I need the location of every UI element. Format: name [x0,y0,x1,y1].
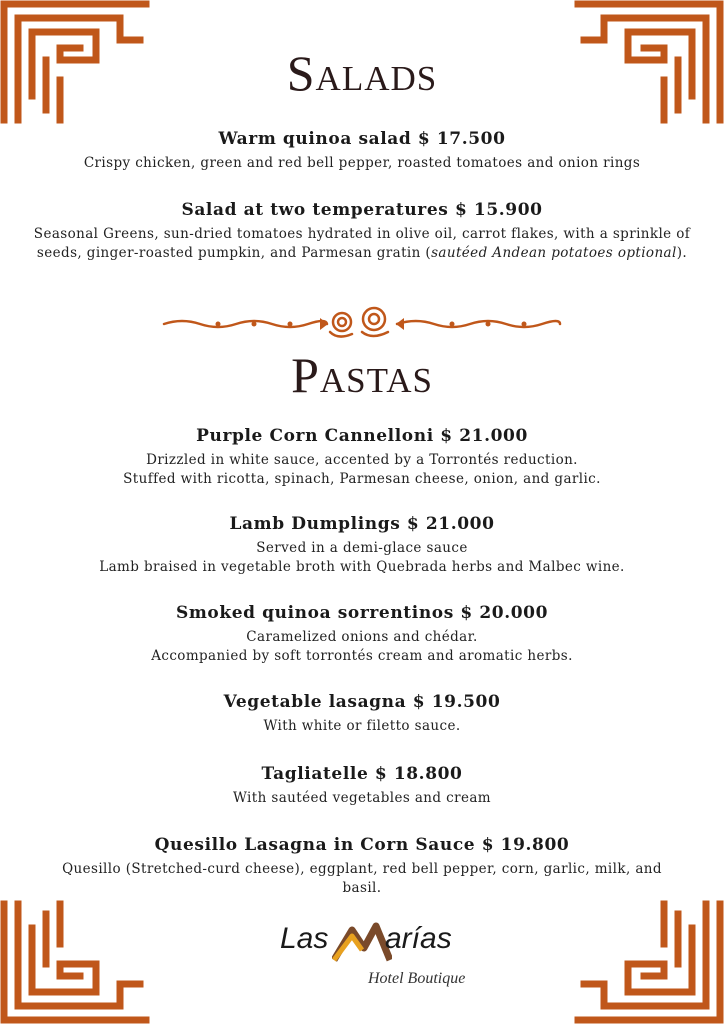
item-name: Quesillo Lasagna in Corn Sauce $ 19.800 [154,835,570,855]
menu-item-tagliatelle [20,763,704,808]
desc-text: ). [676,245,688,261]
item-description-line: Stuffed with ricotta, spinach, Parmesan cheese, onion, and garlic. [123,471,601,487]
menu-item-lamb-dumplings [20,513,704,577]
item-description: With sautéed vegetables and cream [233,790,491,806]
item-description [20,628,704,666]
logo-text: arías [385,922,452,955]
hotel-logo [280,918,480,1000]
item-name: Warm quinoa salad $ 17.500 [218,129,506,149]
menu-item-vegetable-lasagna [20,691,704,736]
item-description-line: Seasonal Greens, sun-dried tomatoes hydrated in olive oil, carrot flakes, with a sprinkle of [33,226,691,242]
item-description [20,539,704,577]
item-description-line: Accompanied by soft torrontés cream and aromatic herbs. [151,648,573,664]
item-description [20,860,704,898]
menu-item-purple-corn-cannelloni [20,425,704,489]
item-name: Salad at two temperatures $ 15.900 [181,200,543,220]
item-name: Smoked quinoa sorrentinos $ 20.000 [175,603,549,623]
item-description: Crispy chicken, green and red bell pepper, roasted tomatoes and onion rings [83,155,641,171]
item-description-line: Drizzled in white sauce, accented by a Torrontés reduction. [146,452,578,468]
item-description: With white or filetto sauce. [263,718,461,734]
menu-item-smoked-quinoa-sorrentinos [20,602,704,666]
item-description-line: Served in a demi-glace sauce [256,540,468,556]
corner-ornament-bottom-right [574,899,724,1024]
item-description-line: basil. [342,880,382,896]
logo-text: Las [280,922,329,955]
item-name: Lamb Dumplings $ 21.000 [229,514,495,534]
logo-subtitle: Hotel Boutique [368,970,466,987]
item-name: Vegetable lasagna $ 19.500 [223,692,501,712]
item-description [20,451,704,489]
desc-italic-text: sautéed Andean potatoes optional [431,245,677,261]
salads-heading: Salads [286,45,438,101]
item-description [20,225,704,263]
section-divider-ornament [162,304,562,344]
item-name: Tagliatelle $ 18.800 [261,764,463,784]
item-description-line: Caramelized onions and chédar. [246,629,478,645]
item-description-line [20,244,704,263]
menu-item-warm-quinoa-salad [20,128,704,173]
corner-ornament-bottom-left [0,899,150,1024]
item-description-line: Lamb braised in vegetable broth with Quebrada herbs and Malbec wine. [99,559,625,575]
menu-item-quesillo-lasagna [20,834,704,898]
item-name: Purple Corn Cannelloni $ 21.000 [196,426,528,446]
pastas-heading: Pastas [291,347,433,403]
mountain-m-logo-icon [332,920,392,964]
item-description-line: Quesillo (Stretched-curd cheese), eggplant, red bell pepper, corn, garlic, milk, and [62,861,662,877]
desc-text: seeds, ginger-roasted pumpkin, and Parmesan gratin ( [36,245,432,261]
menu-item-salad-two-temperatures [20,199,704,263]
